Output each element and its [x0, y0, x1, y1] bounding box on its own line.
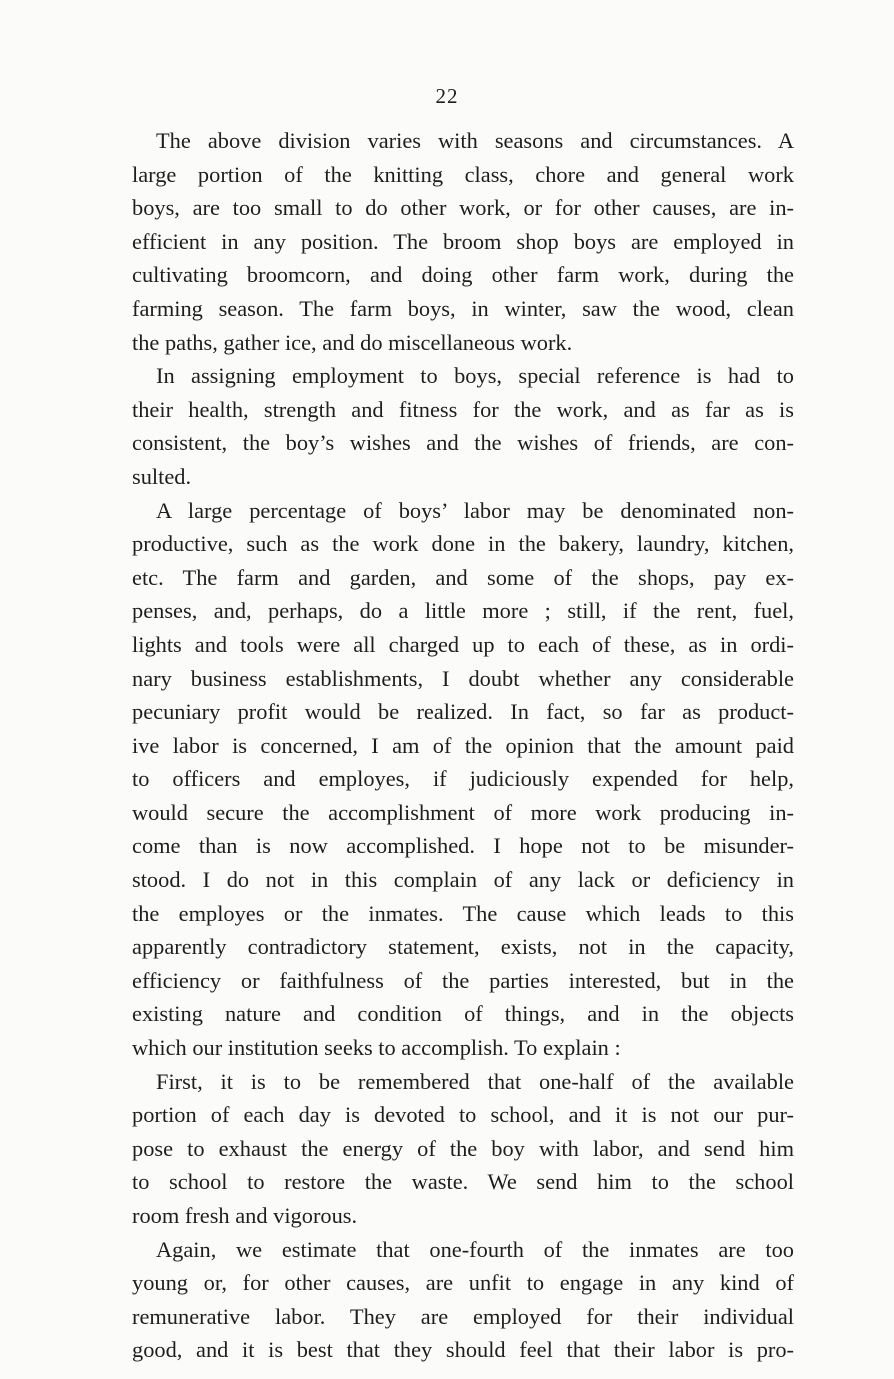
text-line: penses, and, perhaps, do a little more ; still, if the rent, fuel,: [132, 598, 794, 624]
text-line: existing nature and condition of things, and in the objects: [132, 1001, 794, 1027]
text-line: A large percentage of boys’ labor may be denominated non-: [156, 497, 794, 523]
text-line: pecuniary profit would be realized. In fact, so far as product-: [132, 699, 794, 725]
text-line: nary business establishments, I doubt whether any considerable: [132, 665, 794, 691]
text-line: ive labor is concerned, I am of the opinion that the amount paid: [132, 732, 794, 758]
text-line: to school to restore the waste. We send him to the school: [132, 1169, 794, 1195]
body-text: [132, 126, 794, 1369]
paragraph-5: [132, 1235, 794, 1366]
text-line: room fresh and vigorous.: [132, 1203, 358, 1228]
text-line: lights and tools were all charged up to each of these, as in ordi-: [132, 631, 794, 657]
text-line: portion of each day is devoted to school, and it is not our pur-: [132, 1102, 794, 1128]
text-line: remunerative labor. They are employed for their individual: [132, 1303, 794, 1329]
text-line: would secure the accomplishment of more work producing in-: [132, 799, 794, 825]
text-line: come than is now accomplished. I hope not to be misunder-: [132, 833, 794, 859]
text-line: pose to exhaust the energy of the boy with labor, and send him: [132, 1135, 794, 1161]
paragraph-2: [132, 361, 794, 492]
text-line: sulted.: [132, 463, 192, 489]
paragraph-4: [132, 1067, 794, 1232]
text-line: large portion of the knitting class, chore and general work: [132, 161, 794, 187]
text-line: In assigning employment to boys, special reference is had to: [156, 363, 794, 389]
text-line: productive, such as the work done in the bakery, laundry, kitchen,: [132, 531, 794, 557]
page-number: 22: [435, 84, 459, 108]
text-line: stood. I do not in this complain of any lack or deficiency in: [132, 867, 794, 893]
text-line: consistent, the boy’s wishes and the wishes of friends, are con-: [132, 430, 794, 456]
text-line: boys, are too small to do other work, or for other causes, are in-: [132, 195, 794, 221]
text-line: The above division varies with seasons and circumstances. A: [156, 128, 794, 153]
text-line: Again, we estimate that one-fourth of the inmates are too: [156, 1236, 794, 1262]
text-line: efficient in any position. The broom shop boys are employed in: [132, 228, 794, 254]
text-line: which our institution seeks to accomplish. To explain :: [132, 1035, 621, 1061]
text-line: their health, strength and fitness for the work, and as far as is: [132, 396, 794, 422]
text-line: to officers and employes, if judiciously expended for help,: [132, 766, 794, 792]
text-line: the paths, gather ice, and do miscellaneous work.: [132, 329, 573, 355]
paragraph-1: [132, 126, 794, 358]
paragraph-3: [132, 496, 794, 1064]
text-line: efficiency or faithfulness of the parties interested, but in the: [132, 967, 794, 993]
text-line: cultivating broomcorn, and doing other farm work, during the: [132, 262, 794, 288]
text-line: First, it is to be remembered that one-half of the available: [156, 1068, 794, 1094]
text-line: apparently contradictory statement, exists, not in the capacity,: [132, 934, 794, 960]
text-line: farming season. The farm boys, in winter, saw the wood, clean: [132, 295, 794, 321]
text-line: etc. The farm and garden, and some of the shops, pay ex-: [132, 564, 794, 590]
text-line: good, and it is best that they should feel that their labor is pro-: [132, 1337, 794, 1363]
text-line: young or, for other causes, are unfit to engage in any kind of: [132, 1270, 794, 1296]
text-line: the employes or the inmates. The cause which leads to this: [132, 900, 794, 926]
